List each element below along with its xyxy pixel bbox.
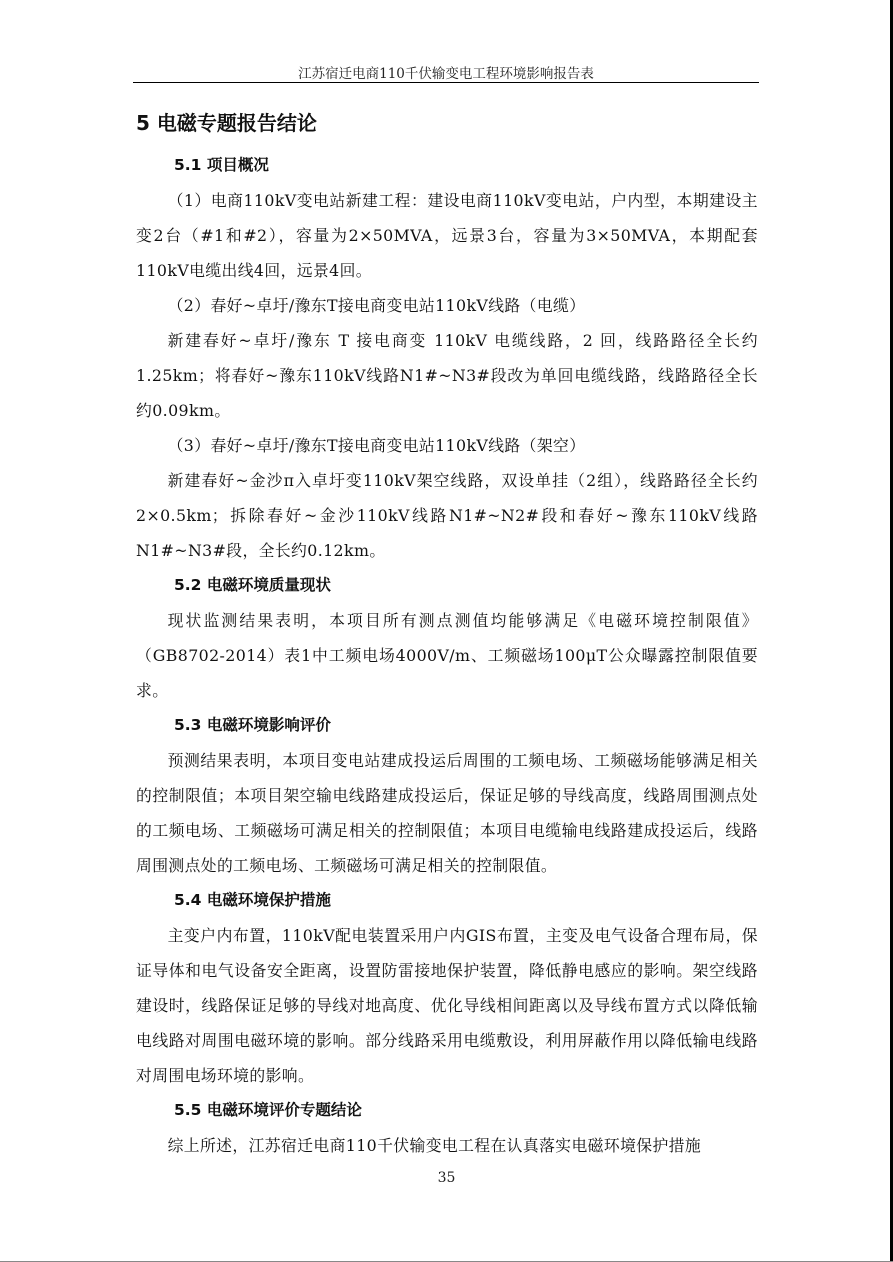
paragraph: （2）春好~卓圩/豫东T接电商变电站110kV线路（电缆） [167,296,586,315]
section-impact-assessment [136,708,758,883]
section-heading: 5.1 项目概况 [174,156,269,174]
chapter-title: 5 电磁专题报告结论 [136,111,317,135]
running-header: 江苏宿迁电商110千伏输变电工程环境影响报告表 [298,66,594,82]
section-protection-measures [136,883,758,1093]
paragraph: 新建春好~卓圩/豫东 T 接电商变 110kV 电缆线路，2 回，线路路径全长约1.25km；将春好~豫东110kV线路N1#~N3#段改为单回电缆线路，线路路径全长约0.09km。 [136,331,758,420]
section-heading: 5.5 电磁环境评价专题结论 [174,1101,362,1119]
paragraph: （3）春好~卓圩/豫东T接电商变电站110kV线路（架空） [167,436,586,455]
page-content [136,106,758,1163]
header-rule [133,82,759,83]
section-heading: 5.2 电磁环境质量现状 [174,576,331,594]
paragraph: 预测结果表明，本项目变电站建成投运后周围的工频电场、工频磁场能够满足相关的控制限值；本项目架空输电线路建成投运后，保证足够的导线高度，线路周围测点处的工频电场、工频磁场可满足相关的控制限值；本项目电缆输电线路建成投运后，线路周围测点处的工频电场、工频磁场可满足相关的控制限值。 [136,751,758,875]
section-conclusion [136,1093,758,1163]
section-project-overview [136,148,758,568]
page-number: 35 [437,1170,456,1186]
section-heading: 5.4 电磁环境保护措施 [174,891,331,909]
paragraph: （1）电商110kV变电站新建工程：建设电商110kV变电站，户内型，本期建设主变2台（#1和#2），容量为2×50MVA，远景3台，容量为3×50MVA，本期配套110kV电缆出线4回，远景4回。 [136,191,758,280]
paragraph: 新建春好~金沙π入卓圩变110kV架空线路，双设单挂（2组），线路路径全长约2×0.5km；拆除春好~金沙110kV线路N1#~N2#段和春好~豫东110kV线路N1#~N3#段，全长约0.12km。 [136,471,758,560]
section-current-status [136,568,758,708]
paragraph: 综上所述，江苏宿迁电商110千伏输变电工程在认真落实电磁环境保护措施 [167,1136,702,1155]
section-heading: 5.3 电磁环境影响评价 [174,716,331,734]
paragraph: 主变户内布置，110kV配电装置采用户内GIS布置，主变及电气设备合理布局，保证导体和电气设备安全距离，设置防雷接地保护装置，降低静电感应的影响。架空线路建设时，线路保证足够的导线对地高度、优化导线相间距离以及导线布置方式以降低输电线路对周围电磁环境的影响。部分线路采用电缆敷设，利用屏蔽作用以降低输电线路对周围电场环境的影响。 [136,926,758,1085]
paragraph: 现状监测结果表明，本项目所有测点测值均能够满足《电磁环境控制限值》（GB8702-2014）表1中工频电场4000V/m、工频磁场100μT公众曝露控制限值要求。 [136,611,758,700]
